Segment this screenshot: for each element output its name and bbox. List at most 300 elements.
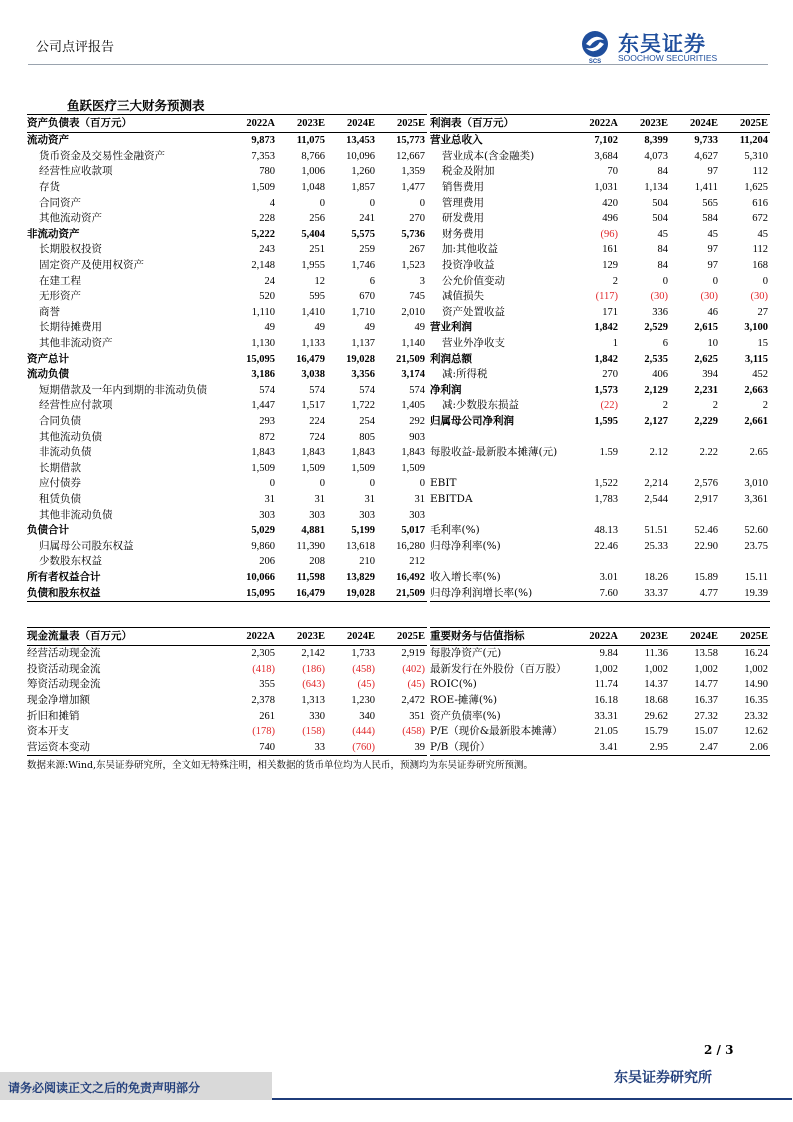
row-label: 经营性应收款项: [39, 165, 113, 178]
row-value: 0: [319, 478, 325, 490]
table-row: [27, 445, 427, 461]
table-row: [27, 414, 427, 430]
row-value: 1,842: [594, 353, 618, 365]
row-value: 1,509: [251, 182, 275, 194]
row-value: 9,860: [251, 540, 275, 552]
row-value: 2,576: [694, 478, 718, 490]
logo-mark-text: SCS: [588, 59, 602, 64]
row-value: 16,479: [277, 585, 327, 601]
row-value: 18.68: [644, 695, 668, 707]
row-value: 1,710: [351, 306, 375, 318]
row-value: 49: [414, 322, 425, 334]
row-value: 420: [602, 197, 618, 209]
row-value: 1,843: [351, 447, 375, 459]
year-header: 2022A: [227, 628, 277, 646]
row-value: 1,002: [594, 663, 618, 675]
row-value: 3,174: [401, 369, 425, 381]
row-value: 3,010: [744, 478, 768, 490]
row-value: 4,073: [644, 150, 668, 162]
row-label: 加:其他收益: [442, 243, 499, 256]
table-row: [27, 554, 427, 570]
row-value: 1,405: [401, 400, 425, 412]
row-label: 资产总计: [27, 352, 69, 365]
row-value: 11,204: [739, 135, 768, 147]
row-value: 14.90: [744, 679, 768, 691]
table-row: [430, 476, 770, 492]
row-value: 2.95: [620, 740, 670, 756]
table-row: [430, 570, 770, 586]
row-value: 49: [264, 322, 275, 334]
row-value: 1.59: [599, 447, 618, 459]
row-value: 22.90: [694, 540, 718, 552]
table-row: [27, 476, 427, 492]
row-value: 4,627: [694, 150, 718, 162]
row-value: 7.60: [570, 585, 620, 601]
table-row: [430, 523, 770, 539]
row-value: 11,598: [296, 571, 325, 583]
row-value: 16.35: [744, 695, 768, 707]
row-value: (402): [402, 663, 425, 675]
row-value: 394: [702, 369, 718, 381]
row-value: 10,066: [246, 571, 275, 583]
row-value: 23.32: [744, 710, 768, 722]
row-value: 0: [269, 478, 275, 490]
year-header: 2025E: [377, 115, 427, 133]
table-row: [27, 133, 427, 149]
row-value: 52.60: [744, 525, 768, 537]
row-value: (444): [352, 726, 375, 738]
row-value: 6: [662, 338, 668, 350]
row-value: 1,843: [251, 447, 275, 459]
row-value: 45: [757, 228, 768, 240]
row-value: 27.32: [694, 710, 718, 722]
table-row: [430, 492, 770, 508]
row-label: 流动资产: [27, 134, 69, 147]
row-value: 3,186: [251, 369, 275, 381]
row-label: 其他非流动资产: [39, 337, 113, 350]
row-label: 资产处置收益: [442, 305, 505, 318]
row-value: 5,029: [251, 525, 275, 537]
row-value: 15.07: [694, 726, 718, 738]
row-value: 45: [707, 228, 718, 240]
row-value: 595: [309, 291, 325, 303]
row-value: [670, 460, 720, 476]
row-label: 资本开支: [27, 725, 69, 738]
row-value: 52.46: [694, 525, 718, 537]
row-value: 112: [752, 244, 768, 256]
table-row: [430, 133, 770, 149]
row-value: 31: [364, 493, 375, 505]
table-row: [27, 740, 427, 756]
row-value: 2,544: [644, 493, 668, 505]
row-label: [430, 460, 570, 476]
row-value: 19,028: [327, 585, 377, 601]
row-label: P/B（现价）: [430, 740, 570, 756]
table-row: [27, 180, 427, 196]
row-value: 2,127: [644, 415, 668, 427]
row-label: 研发费用: [442, 212, 484, 225]
row-label: EBIT: [430, 477, 457, 490]
row-value: [720, 554, 770, 570]
year-header: 2024E: [327, 115, 377, 133]
table-row: [430, 724, 770, 740]
row-value: 5,575: [351, 228, 375, 240]
row-label: 毛利率(%): [430, 524, 480, 537]
table-row: [27, 570, 427, 586]
row-value: 0: [419, 478, 425, 490]
row-value: 3.41: [570, 740, 620, 756]
row-value: 2.47: [670, 740, 720, 756]
row-value: 1,140: [401, 338, 425, 350]
row-value: 25.33: [644, 540, 668, 552]
row-value: 1,509: [351, 462, 375, 474]
table-row: [430, 149, 770, 165]
row-value: 48.13: [594, 525, 618, 537]
row-label: [430, 554, 570, 570]
row-label: 财务费用: [442, 227, 484, 240]
row-value: 2,010: [401, 306, 425, 318]
row-label: 每股净资产(元): [430, 647, 502, 660]
row-value: 14.37: [644, 679, 668, 691]
row-value: 0: [369, 197, 375, 209]
row-value: 1,313: [301, 695, 325, 707]
row-value: [670, 429, 720, 445]
row-value: 1,002: [644, 663, 668, 675]
row-value: 745: [409, 291, 425, 303]
row-value: 9,873: [251, 135, 275, 147]
table-row: [27, 646, 427, 662]
table-row: [27, 164, 427, 180]
row-value: 24: [264, 275, 275, 287]
table-row: [27, 538, 427, 554]
row-value: 7,102: [594, 135, 618, 147]
row-value: 256: [309, 213, 325, 225]
table-row: [430, 211, 770, 227]
row-value: 452: [752, 369, 768, 381]
row-value: (45): [357, 679, 375, 691]
row-value: 10: [707, 338, 718, 350]
row-value: 1,509: [401, 462, 425, 474]
row-value: 259: [359, 244, 375, 256]
row-value: (30): [700, 291, 718, 303]
row-value: 12,667: [396, 150, 425, 162]
row-value: 5,736: [401, 228, 425, 240]
row-label: 负债合计: [27, 524, 69, 537]
row-value: 11,390: [296, 540, 325, 552]
row-value: [620, 429, 670, 445]
row-value: 1,133: [301, 338, 325, 350]
document-title: 鱼跃医疗三大财务预测表: [67, 98, 205, 113]
table-row: [430, 398, 770, 414]
row-value: 903: [409, 431, 425, 443]
table-row: [27, 460, 427, 476]
row-value: 16.24: [744, 648, 768, 660]
row-value: 31: [314, 493, 325, 505]
row-value: (30): [750, 291, 768, 303]
row-value: 13.58: [694, 648, 718, 660]
row-value: 2,535: [644, 353, 668, 365]
row-value: 18.26: [644, 571, 668, 583]
table-row: [27, 258, 427, 274]
row-value: 3,038: [301, 369, 325, 381]
table-row: [430, 740, 770, 756]
row-value: 14.77: [694, 679, 718, 691]
row-value: (178): [252, 726, 275, 738]
table-row: [27, 429, 427, 445]
row-value: 254: [359, 415, 375, 427]
row-value: 2.06: [720, 740, 770, 756]
table-row: [430, 305, 770, 321]
row-value: 84: [657, 244, 668, 256]
row-value: (643): [302, 679, 325, 691]
row-value: 3,100: [744, 322, 768, 334]
row-value: 4.77: [670, 585, 720, 601]
table-row: [430, 180, 770, 196]
row-value: 39: [377, 740, 427, 756]
row-value: 171: [602, 306, 618, 318]
row-label: 筹资活动现金流: [27, 678, 101, 691]
row-value: 1,746: [351, 260, 375, 272]
table-row: [430, 383, 770, 399]
row-value: 293: [259, 415, 275, 427]
row-label: 非流动负债: [39, 446, 92, 459]
row-value: (45): [407, 679, 425, 691]
row-value: 1: [612, 338, 618, 350]
row-value: 7,353: [251, 150, 275, 162]
table-row: [27, 523, 427, 539]
row-value: (158): [302, 726, 325, 738]
row-value: 1,509: [251, 462, 275, 474]
row-value: 1,523: [401, 260, 425, 272]
row-label: 税金及附加: [442, 165, 495, 178]
row-value: 45: [657, 228, 668, 240]
row-value: 520: [259, 291, 275, 303]
header-divider: [28, 64, 768, 65]
row-label: 营业外净收支: [442, 337, 505, 350]
footer-divider: [272, 1098, 792, 1100]
table-title: 现金流量表（百万元）: [27, 628, 227, 646]
row-value: 1,857: [351, 182, 375, 194]
row-value: 1,002: [694, 663, 718, 675]
row-value: 11.74: [594, 679, 618, 691]
table-row: [430, 320, 770, 336]
row-label: 归属母公司净利润: [430, 414, 514, 427]
table-row: [27, 195, 427, 211]
row-value: 161: [602, 244, 618, 256]
valuation-metrics-table: [430, 627, 770, 756]
table-row: [27, 398, 427, 414]
table-row: [430, 507, 770, 523]
row-label: 营业利润: [430, 321, 472, 334]
row-value: 251: [309, 244, 325, 256]
logo-english-name: SOOCHOW SECURITIES: [618, 53, 718, 63]
row-value: (458): [402, 726, 425, 738]
year-header: 2025E: [377, 628, 427, 646]
row-value: (30): [650, 291, 668, 303]
row-value: 2.12: [649, 447, 668, 459]
row-label: 营运资本变动: [27, 740, 227, 756]
cash-flow-table: [27, 627, 427, 756]
row-value: 504: [652, 213, 668, 225]
row-value: 1,509: [301, 462, 325, 474]
row-label: 归母净利润增长率(%): [430, 585, 570, 601]
table-row: [27, 242, 427, 258]
row-value: 15,095: [227, 585, 277, 601]
row-value: 4,881: [301, 525, 325, 537]
row-value: 15.89: [694, 571, 718, 583]
row-value: 5,310: [744, 150, 768, 162]
row-value: 21,509: [377, 585, 427, 601]
row-value: 303: [309, 509, 325, 521]
row-label: ROE-摊薄(%): [430, 694, 498, 707]
table-row: [27, 227, 427, 243]
row-value: 2,378: [251, 695, 275, 707]
table-row: [27, 724, 427, 740]
row-value: 21,509: [396, 353, 425, 365]
row-value: 670: [359, 291, 375, 303]
table-row: [27, 708, 427, 724]
row-value: 0: [419, 197, 425, 209]
row-value: 33.37: [620, 585, 670, 601]
row-value: 1,447: [251, 400, 275, 412]
row-value: [620, 460, 670, 476]
row-value: 340: [359, 710, 375, 722]
row-value: 168: [752, 260, 768, 272]
table-header: [430, 115, 770, 133]
table-row: [27, 149, 427, 165]
table-row: [27, 383, 427, 399]
row-value: 574: [409, 384, 425, 396]
table-row: [27, 693, 427, 709]
row-label: 非流动资产: [27, 227, 80, 240]
row-value: 15.11: [744, 571, 768, 583]
row-value: 616: [752, 197, 768, 209]
row-value: 2,661: [744, 415, 768, 427]
row-value: 112: [752, 166, 768, 178]
row-value: 16,280: [396, 540, 425, 552]
table-row: [430, 646, 770, 662]
row-label: ROIC(%): [430, 678, 477, 691]
row-label: 固定资产及使用权资产: [39, 259, 144, 272]
table-row: [430, 289, 770, 305]
row-value: 6: [369, 275, 375, 287]
row-value: 208: [309, 556, 325, 568]
row-value: 2,305: [251, 648, 275, 660]
row-value: (418): [252, 663, 275, 675]
row-value: [620, 507, 670, 523]
row-value: 0: [319, 197, 325, 209]
table-title: 重要财务与估值指标: [430, 628, 570, 646]
table-row: [430, 258, 770, 274]
row-value: 212: [409, 556, 425, 568]
row-value: 1,625: [744, 182, 768, 194]
table-row: [430, 538, 770, 554]
row-value: 51.51: [644, 525, 668, 537]
table-row: [430, 677, 770, 693]
row-value: [670, 554, 720, 570]
row-label: 每股收益-最新股本摊薄(元): [430, 446, 558, 459]
row-value: 406: [652, 369, 668, 381]
row-value: 15,773: [396, 135, 425, 147]
row-value: 16.37: [694, 695, 718, 707]
row-value: 97: [707, 244, 718, 256]
row-value: 1,722: [351, 400, 375, 412]
row-label: 少数股东权益: [39, 555, 102, 568]
table-title: 资产负债表（百万元）: [27, 115, 227, 133]
row-value: 21.05: [594, 726, 618, 738]
row-value: 3,356: [351, 369, 375, 381]
year-header: 2025E: [720, 628, 770, 646]
row-value: 1,573: [594, 384, 618, 396]
row-value: 504: [652, 197, 668, 209]
row-value: 49: [314, 322, 325, 334]
row-value: 243: [259, 244, 275, 256]
row-value: 1,517: [301, 400, 325, 412]
row-value: 1,842: [594, 322, 618, 334]
row-value: 16,492: [396, 571, 425, 583]
row-label: 减值损失: [442, 290, 484, 303]
table-row: [27, 662, 427, 678]
row-label: 投资净收益: [442, 259, 495, 272]
row-value: 2,529: [644, 322, 668, 334]
row-value: 16,479: [296, 353, 325, 365]
row-value: 97: [707, 166, 718, 178]
row-value: 241: [359, 213, 375, 225]
row-value: 8,766: [301, 150, 325, 162]
row-value: 565: [702, 197, 718, 209]
row-value: 22.46: [594, 540, 618, 552]
row-value: 584: [702, 213, 718, 225]
row-value: 270: [602, 369, 618, 381]
row-label: 其他流动负债: [39, 430, 102, 443]
row-value: 31: [264, 493, 275, 505]
row-value: 46: [707, 306, 718, 318]
row-value: (458): [352, 663, 375, 675]
row-label: 最新发行在外股份（百万股）: [430, 662, 567, 675]
row-value: 1,110: [251, 306, 275, 318]
table-row: [27, 320, 427, 336]
row-value: 574: [259, 384, 275, 396]
row-label: 经营性应付款项: [39, 399, 113, 412]
table-header: [27, 628, 427, 646]
row-value: 2,615: [694, 322, 718, 334]
row-value: 2: [712, 400, 718, 412]
page-number: 2 / 3: [704, 1043, 734, 1057]
row-value: 8,399: [644, 135, 668, 147]
table-row: [27, 677, 427, 693]
row-label: 货币资金及交易性金融资产: [39, 149, 165, 162]
row-label: 公允价值变动: [442, 274, 505, 287]
row-value: 303: [259, 509, 275, 521]
table-row: [430, 445, 770, 461]
row-value: 5,199: [351, 525, 375, 537]
row-value: [720, 460, 770, 476]
row-value: 574: [359, 384, 375, 396]
row-value: 210: [359, 556, 375, 568]
row-value: 19,028: [346, 353, 375, 365]
row-value: 355: [259, 679, 275, 691]
row-label: 流动负债: [27, 368, 69, 381]
row-value: 5,404: [301, 228, 325, 240]
row-value: [570, 507, 620, 523]
row-label: 归母净利率(%): [430, 539, 501, 552]
row-value: 351: [409, 710, 425, 722]
row-label: 营业总收入: [430, 134, 483, 147]
table-row: [27, 507, 427, 523]
row-value: 292: [409, 415, 425, 427]
row-value: 12: [314, 275, 325, 287]
row-label: 长期股权投资: [39, 243, 102, 256]
